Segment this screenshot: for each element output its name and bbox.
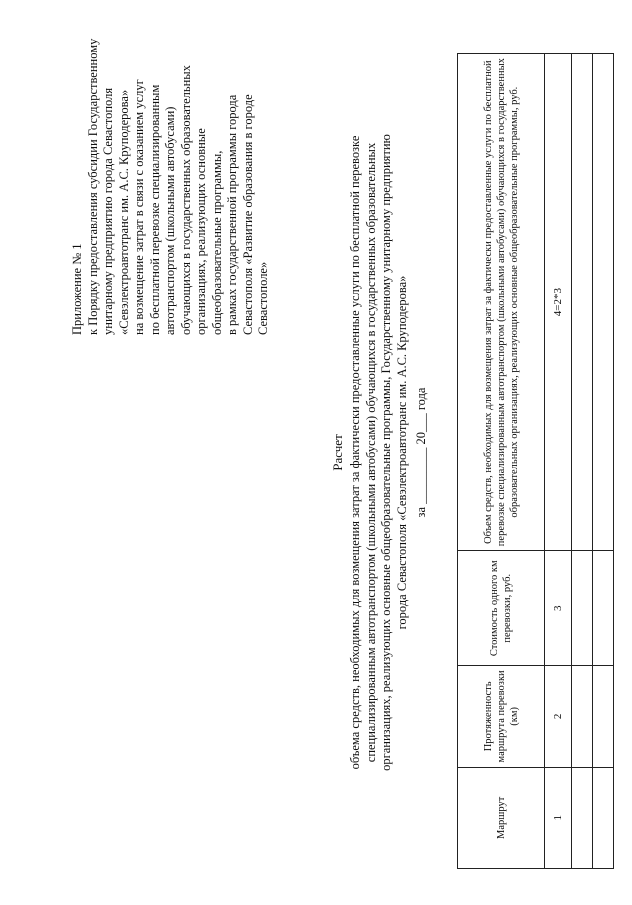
appendix-line: унитарному предприятию города Севастополя bbox=[101, 87, 115, 335]
appendix-line: общеобразовательные программы, bbox=[209, 150, 224, 335]
table-cell bbox=[593, 551, 614, 666]
description-line: города Севастополя «Севэлектроавтотранс им. А.С. Круподерова» bbox=[394, 275, 409, 630]
column-number: 2 bbox=[545, 666, 572, 767]
table-cell bbox=[572, 767, 593, 868]
column-number: 3 bbox=[545, 551, 572, 666]
header-route-length: Протяженность маршрута перевозки (км) bbox=[458, 666, 545, 767]
appendix-line: Приложение № 1 bbox=[70, 243, 84, 335]
appendix-line: организациях, реализующих основные bbox=[194, 128, 208, 335]
table-cell bbox=[572, 551, 593, 666]
column-number: 4=2*3 bbox=[545, 54, 572, 551]
description-line: специализированным автотранспортом (школьными автобусами) обучающихся в государственных образовательных bbox=[363, 142, 378, 763]
appendix-line: Севастополе» bbox=[256, 261, 270, 335]
table-cell bbox=[572, 666, 593, 767]
appendix-line: Севастополя «Развитие образования в городе bbox=[240, 94, 255, 335]
header-cost-per-km: Стоимость одного км перевозки, руб. bbox=[458, 551, 545, 666]
appendix-line: по бесплатной перевозке специализированным bbox=[147, 84, 162, 335]
table-row bbox=[572, 54, 593, 869]
calculation-table bbox=[457, 53, 614, 869]
appendix-line: автотранспортом (школьными автобусами) bbox=[163, 106, 177, 335]
column-number: 1 bbox=[545, 767, 572, 868]
table-row bbox=[593, 54, 614, 869]
header-route: Маршрут bbox=[458, 767, 545, 868]
appendix-line: «Севэлектроавтотранс им. А.С. Круподерова» bbox=[116, 89, 131, 335]
table-column-numbers-row bbox=[545, 54, 572, 869]
header-total-amount: Объем средств, необходимых для возмещения затрат за фактически предоставленные услуги по бесплатной перевозке специализированным автотранспортом (школьными автобусами) обучающихся в государственных образовательных организациях, реализующих основные общеобразовательные программы, руб. bbox=[458, 54, 545, 551]
description-line: объема средств, необходимых для возмещения затрат за фактически предоставленные услуги по бесплатной перевозке bbox=[348, 135, 362, 770]
table-cell bbox=[572, 54, 593, 551]
calculation-description bbox=[348, 0, 410, 905]
appendix-header bbox=[70, 15, 272, 335]
appendix-line: к Порядку предоставления субсидии Государственному bbox=[85, 38, 100, 335]
table-cell bbox=[593, 666, 614, 767]
table-cell bbox=[593, 767, 614, 868]
appendix-line: в рамках государственной программы города bbox=[225, 94, 239, 335]
calculation-period: за _________ 20___ года bbox=[414, 387, 428, 518]
appendix-line: на возмещение затрат в связи с оказанием услуг bbox=[132, 79, 146, 335]
description-line: организациях, реализующих основные общеобразовательные программы, Государственному унитарному предприятию bbox=[379, 134, 393, 771]
appendix-line: обучающихся в государственных образовательных bbox=[178, 65, 193, 335]
table-header-row bbox=[458, 54, 545, 869]
calculation-title: Расчет bbox=[330, 434, 345, 471]
table-cell bbox=[593, 54, 614, 551]
